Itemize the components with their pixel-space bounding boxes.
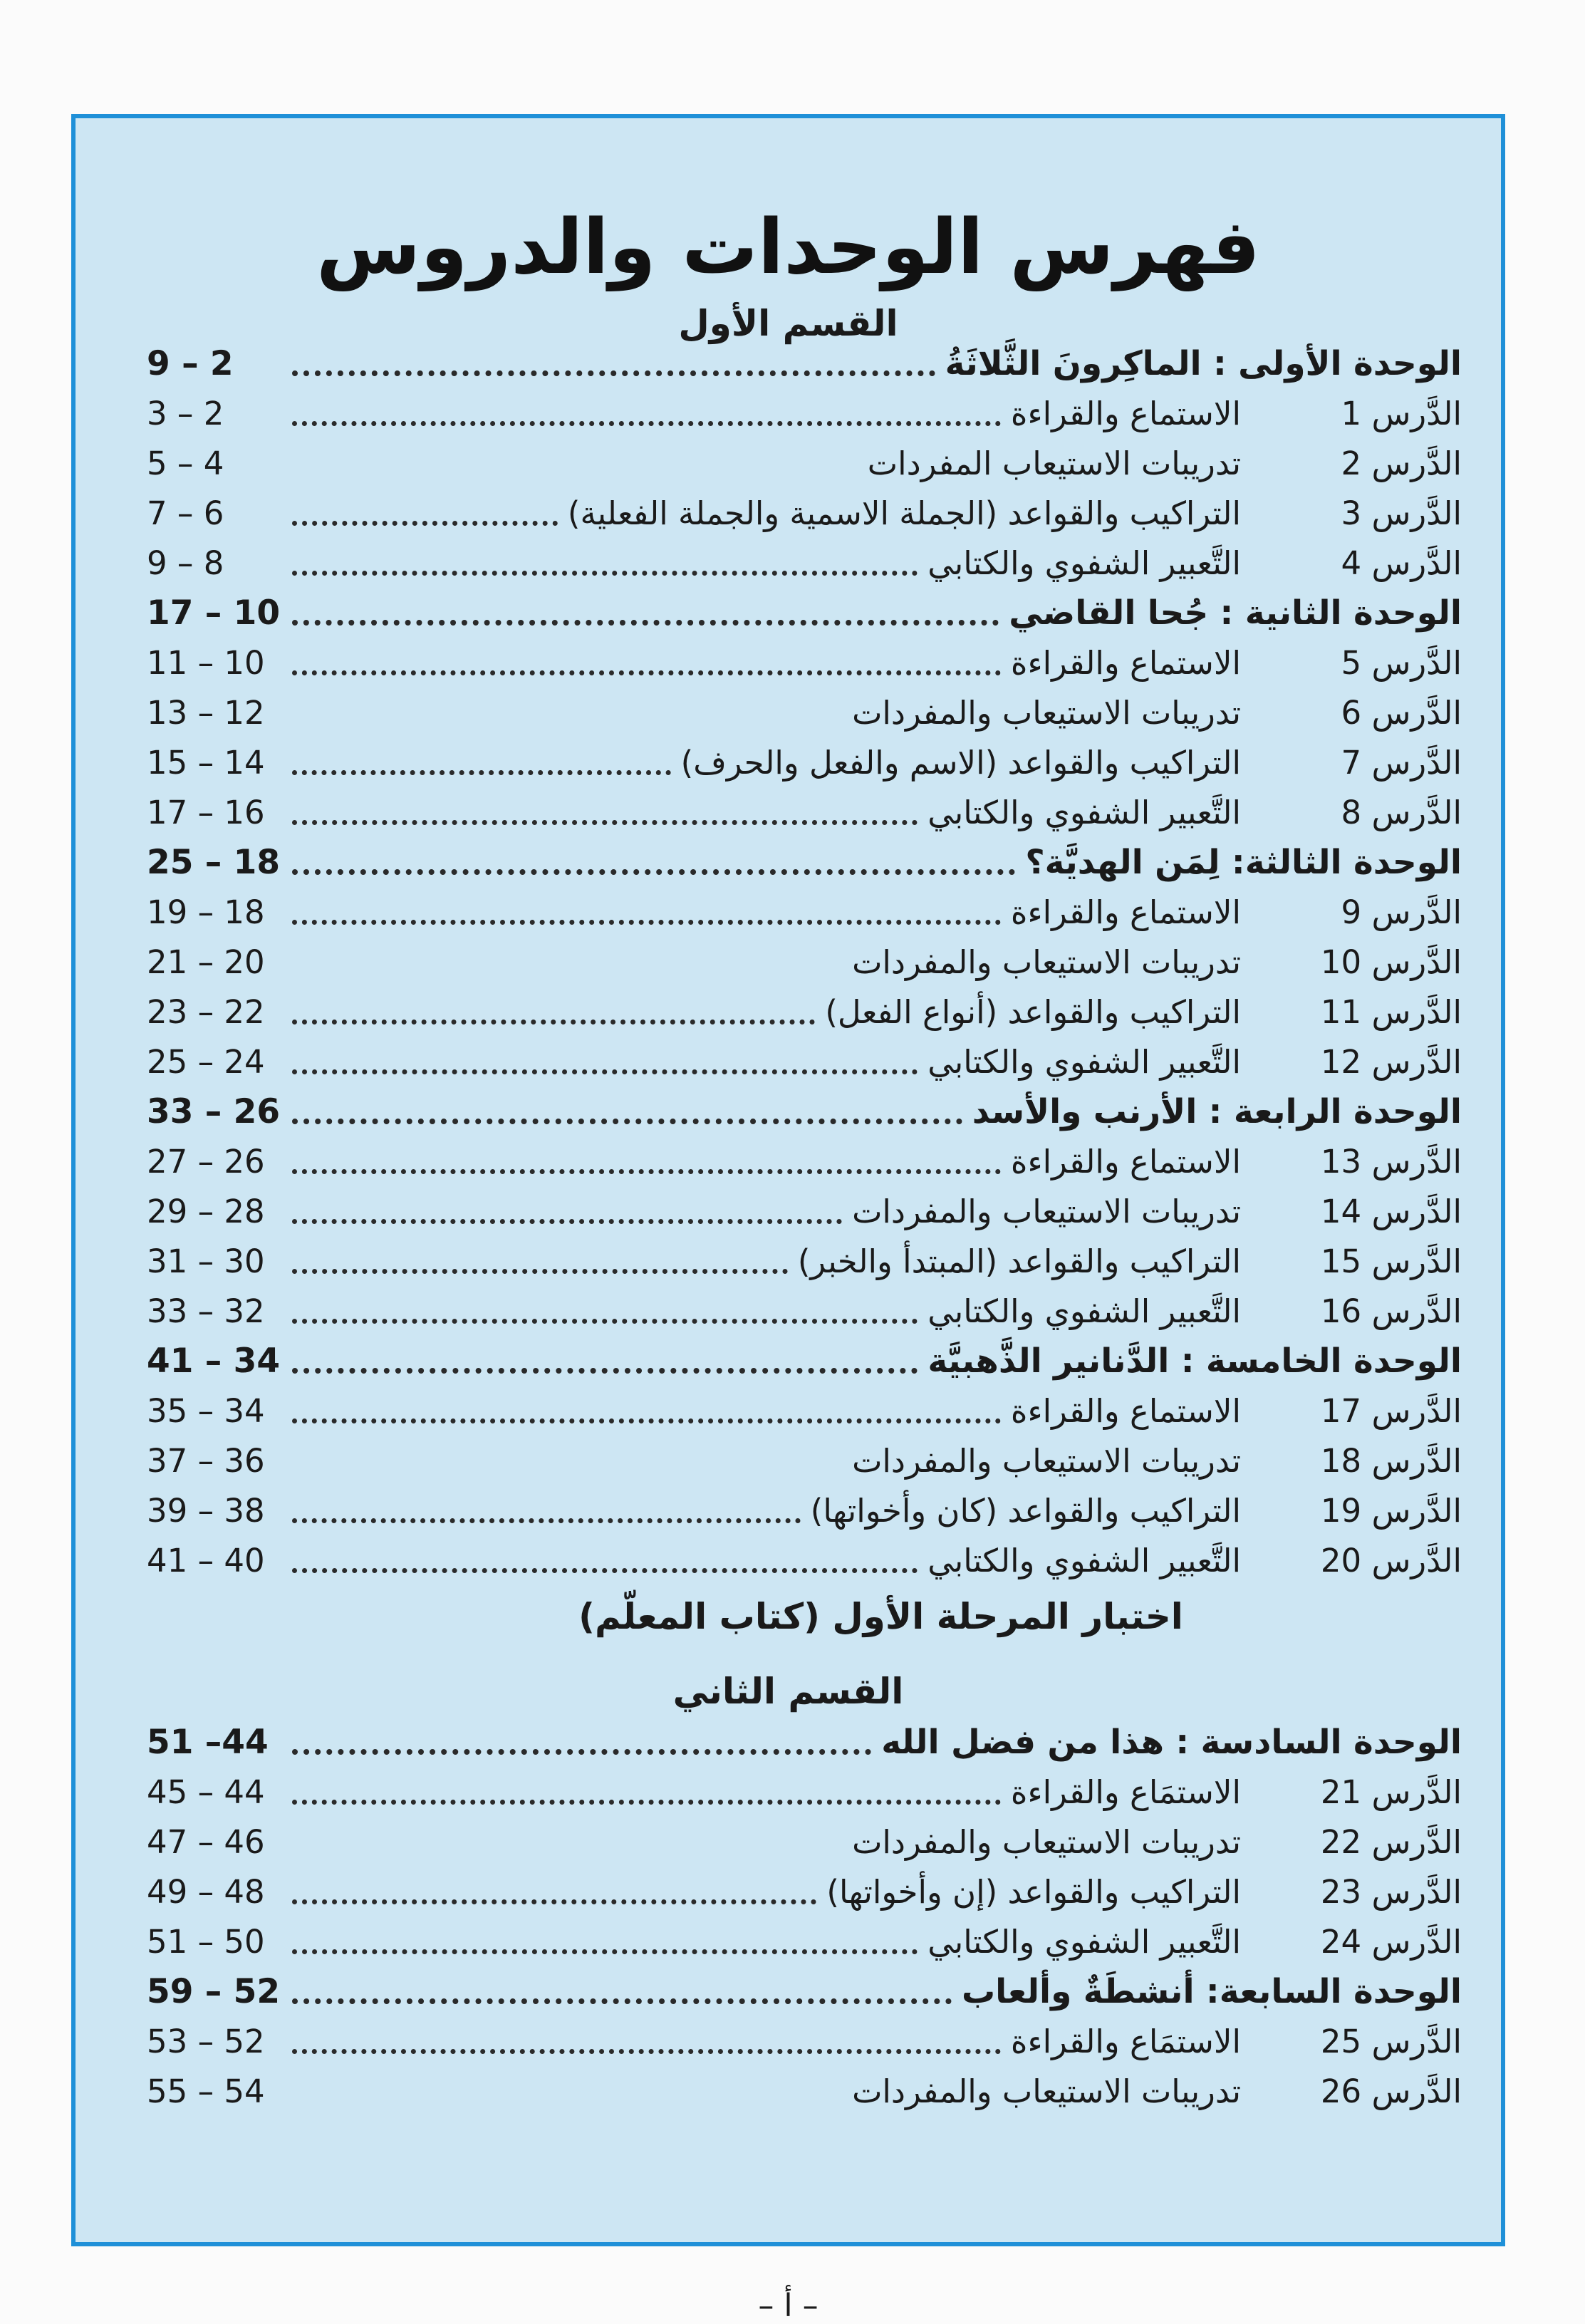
page-range: 33 – 26 [147, 1091, 281, 1131]
lesson-title: الاستماع والقراءة [1010, 893, 1241, 931]
lesson-title: تدريبات الاستيعاب والمفردات [852, 693, 1241, 732]
lesson-row-11[interactable] [147, 987, 1462, 1036]
page-range: 23 – 22 [147, 992, 265, 1031]
lesson-number: الدَّرس 26 [1320, 2072, 1462, 2110]
lesson-number: الدَّرس 18 [1320, 1441, 1462, 1480]
lesson-title: تدريبات الاستيعاب والمفردات [852, 943, 1241, 981]
page-range: 25 – 18 [147, 842, 281, 882]
lesson-number: الدَّرس 13 [1320, 1142, 1462, 1181]
leader-dots [292, 1368, 918, 1374]
page-range: 49 – 48 [147, 1872, 265, 1911]
unit-row-6[interactable] [147, 1718, 1462, 1766]
page-range: 53 – 52 [147, 2022, 265, 2060]
lesson-row-2[interactable] [147, 439, 1462, 487]
page-range: 41 – 34 [147, 1341, 281, 1381]
lesson-title: التَّعبير الشفوي والكتابي [927, 1042, 1241, 1081]
leader-dots [292, 1418, 1001, 1423]
lesson-title: تدريبات الاستيعاب والمفردات [852, 1192, 1241, 1230]
lesson-row-4[interactable] [147, 539, 1462, 587]
leader-dots [292, 421, 1001, 426]
unit-title: الوحدة الثانية : جُحا القاضي [1009, 593, 1462, 633]
lesson-title: التَّعبير الشفوي والكتابي [927, 1922, 1241, 1961]
lesson-title: التراكيب والقواعد (إن وأخواتها) [826, 1872, 1241, 1911]
lesson-number: الدَّرس 17 [1320, 1391, 1462, 1430]
lesson-title: تدريبات الاستيعاب والمفردات [852, 2072, 1241, 2110]
lesson-row-22[interactable] [147, 1817, 1462, 1866]
lesson-title: الاستمَاع والقراءة [1010, 2022, 1241, 2060]
leader-dots [292, 770, 671, 775]
leader-dots [292, 1319, 918, 1324]
lesson-number: الدَّرس 4 [1341, 544, 1462, 582]
page-range: 35 – 34 [147, 1391, 265, 1430]
lesson-row-21[interactable] [147, 1768, 1462, 1816]
unit-row-5[interactable] [147, 1337, 1462, 1385]
leader-dots [292, 2049, 1001, 2054]
unit-row-4[interactable] [147, 1087, 1462, 1136]
lesson-row-16[interactable] [147, 1287, 1462, 1335]
page-range: 29 – 28 [147, 1192, 265, 1230]
lesson-row-26[interactable] [147, 2067, 1462, 2115]
lesson-number: الدَّرس 16 [1320, 1292, 1462, 1330]
page-range: 27 – 26 [147, 1142, 265, 1181]
lesson-row-24[interactable] [147, 1917, 1462, 1966]
exam-heading: اختبار المرحلة الأول (كتاب المعلّم) [578, 1596, 1183, 1637]
page-range: 3 – 2 [147, 394, 224, 432]
lesson-row-9[interactable] [147, 888, 1462, 936]
lesson-row-5[interactable] [147, 638, 1462, 687]
page-title: فهرس الوحدات والدروس [316, 203, 1260, 291]
lesson-number: الدَّرس 19 [1320, 1491, 1462, 1530]
lesson-title: التَّعبير الشفوي والكتابي [927, 793, 1241, 831]
page-range: 31 – 30 [147, 1242, 265, 1280]
lesson-row-12[interactable] [147, 1037, 1462, 1086]
leader-dots [292, 1219, 842, 1224]
lesson-title: التراكيب والقواعد (كان وأخواتها) [810, 1491, 1241, 1530]
page-range: 5 – 4 [147, 444, 224, 482]
page-range: 39 – 38 [147, 1491, 265, 1530]
lesson-title: الاستماع والقراءة [1010, 394, 1241, 432]
lesson-number: الدَّرس 25 [1320, 2022, 1462, 2060]
lesson-title: التراكيب والقواعد (المبتدأ والخبر) [797, 1242, 1241, 1280]
lesson-title: التراكيب والقواعد (أنواع الفعل) [825, 992, 1241, 1031]
lesson-number: الدَّرس 21 [1320, 1773, 1462, 1811]
leader-dots [292, 620, 999, 626]
unit-title: الوحدة الأولى : الماكِرونَ الثَّلاثَةُ [945, 343, 1462, 383]
lesson-number: الدَّرس 15 [1320, 1242, 1462, 1280]
page-range: 15 – 14 [147, 743, 265, 782]
lesson-number: الدَّرس 10 [1320, 943, 1462, 981]
leader-dots [292, 571, 918, 576]
page-range: 9 – 8 [147, 544, 224, 582]
leader-dots [292, 670, 1001, 675]
lesson-number: الدَّرس 8 [1341, 793, 1462, 831]
lesson-row-20[interactable] [147, 1536, 1462, 1584]
unit-title: الوحدة الثالثة: لِمَن الهديَّة؟ [1025, 842, 1462, 882]
lesson-title: الاستماع والقراءة [1010, 1391, 1241, 1430]
page-range: 17 – 16 [147, 793, 265, 831]
section-heading-1: القسم الأول [678, 303, 898, 344]
lesson-title: تدريبات الاستيعاب والمفردات [852, 1441, 1241, 1480]
page-number: – أ – [758, 2288, 819, 2324]
lesson-title: الاستماع والقراءة [1010, 643, 1241, 682]
unit-title: الوحدة السادسة : هذا من فضل الله [881, 1722, 1462, 1762]
page-range: 51 –44 [147, 1722, 269, 1762]
lesson-row-17[interactable] [147, 1386, 1462, 1435]
lesson-row-6[interactable] [147, 688, 1462, 737]
lesson-number: الدَّرس 11 [1320, 992, 1462, 1031]
lesson-row-13[interactable] [147, 1137, 1462, 1186]
lesson-row-7[interactable] [147, 738, 1462, 787]
page-range: 17 – 10 [147, 593, 281, 633]
lesson-number: الدَّرس 22 [1320, 1822, 1462, 1861]
unit-title: الوحدة الرابعة : الأرنب والأسد [972, 1091, 1462, 1131]
page-range: 13 – 12 [147, 693, 265, 732]
page-range: 9 – 2 [147, 343, 234, 383]
lesson-row-8[interactable] [147, 788, 1462, 836]
leader-dots [292, 920, 1001, 925]
lesson-row-15[interactable] [147, 1237, 1462, 1285]
lesson-number: الدَّرس 5 [1341, 643, 1462, 682]
page-range: 41 – 40 [147, 1541, 265, 1579]
page-range: 55 – 54 [147, 2072, 265, 2110]
lesson-number: الدَّرس 23 [1320, 1872, 1462, 1911]
leader-dots [292, 1749, 871, 1755]
lesson-number: الدَّرس 1 [1341, 394, 1462, 432]
lesson-row-19[interactable] [147, 1486, 1462, 1535]
lesson-row-1[interactable] [147, 389, 1462, 437]
leader-dots [292, 1069, 918, 1074]
leader-dots [292, 1800, 1001, 1805]
leader-dots [292, 1169, 1001, 1174]
page-range: 59 – 52 [147, 1971, 281, 2011]
lesson-title: التَّعبير الشفوي والكتابي [927, 544, 1241, 582]
lesson-title: تدريبات الاستيعاب والمفردات [852, 1822, 1241, 1861]
lesson-number: الدَّرس 9 [1341, 893, 1462, 931]
leader-dots [292, 1568, 918, 1573]
lesson-row-10[interactable] [147, 938, 1462, 986]
leader-dots [292, 1899, 816, 1904]
lesson-number: الدَّرس 6 [1341, 693, 1462, 732]
unit-row-1[interactable] [147, 339, 1462, 388]
lesson-number: الدَّرس 14 [1320, 1192, 1462, 1230]
lesson-title: الاستماع والقراءة [1010, 1142, 1241, 1181]
unit-title: الوحدة الخامسة : الدَّنانير الذَّهبيَّة [927, 1341, 1462, 1381]
page-range: 45 – 44 [147, 1773, 265, 1811]
page-range: 21 – 20 [147, 943, 265, 981]
lesson-number: الدَّرس 3 [1341, 494, 1462, 532]
lesson-title: تدريبات الاستيعاب المفردات [867, 444, 1241, 482]
lesson-title: الاستمَاع والقراءة [1010, 1773, 1241, 1811]
unit-row-3[interactable] [147, 838, 1462, 886]
unit-row-7[interactable] [147, 1967, 1462, 2016]
lesson-row-18[interactable] [147, 1436, 1462, 1485]
page-range: 33 – 32 [147, 1292, 265, 1330]
lesson-number: الدَّرس 24 [1320, 1922, 1462, 1961]
lesson-row-25[interactable] [147, 2017, 1462, 2065]
lesson-title: التَّعبير الشفوي والكتابي [927, 1541, 1241, 1579]
lesson-number: الدَّرس 12 [1320, 1042, 1462, 1081]
leader-dots [292, 521, 558, 526]
leader-dots [292, 869, 1015, 875]
page-range: 47 – 46 [147, 1822, 265, 1861]
leader-dots [292, 1119, 962, 1124]
leader-dots [292, 820, 918, 825]
leader-dots [292, 1269, 788, 1274]
lesson-row-14[interactable] [147, 1187, 1462, 1235]
leader-dots [292, 370, 935, 376]
leader-dots [292, 1949, 918, 1954]
leader-dots [292, 1020, 815, 1024]
page-range: 25 – 24 [147, 1042, 265, 1081]
lesson-number: الدَّرس 2 [1341, 444, 1462, 482]
leader-dots [292, 1518, 801, 1523]
lesson-row-23[interactable] [147, 1867, 1462, 1916]
leader-dots [292, 1998, 952, 2004]
lesson-row-3[interactable] [147, 489, 1462, 537]
page-range: 37 – 36 [147, 1441, 265, 1480]
unit-title: الوحدة السابعة: أنشطَةٌ وألعاب [961, 1971, 1462, 2011]
unit-row-2[interactable] [147, 588, 1462, 637]
section-heading-2: القسم الثاني [672, 1671, 904, 1712]
lesson-title: التراكيب والقواعد (الاسم والفعل والحرف) [680, 743, 1241, 782]
page-range: 19 – 18 [147, 893, 265, 931]
page-range: 11 – 10 [147, 643, 265, 682]
lesson-number: الدَّرس 20 [1320, 1541, 1462, 1579]
page-range: 7 – 6 [147, 494, 224, 532]
page-range: 51 – 50 [147, 1922, 265, 1961]
lesson-title: التراكيب والقواعد (الجملة الاسمية والجملة الفعلية) [567, 494, 1241, 532]
contents-frame [71, 114, 1505, 2324]
lesson-number: الدَّرس 7 [1341, 743, 1462, 782]
lesson-title: التَّعبير الشفوي والكتابي [927, 1292, 1241, 1330]
